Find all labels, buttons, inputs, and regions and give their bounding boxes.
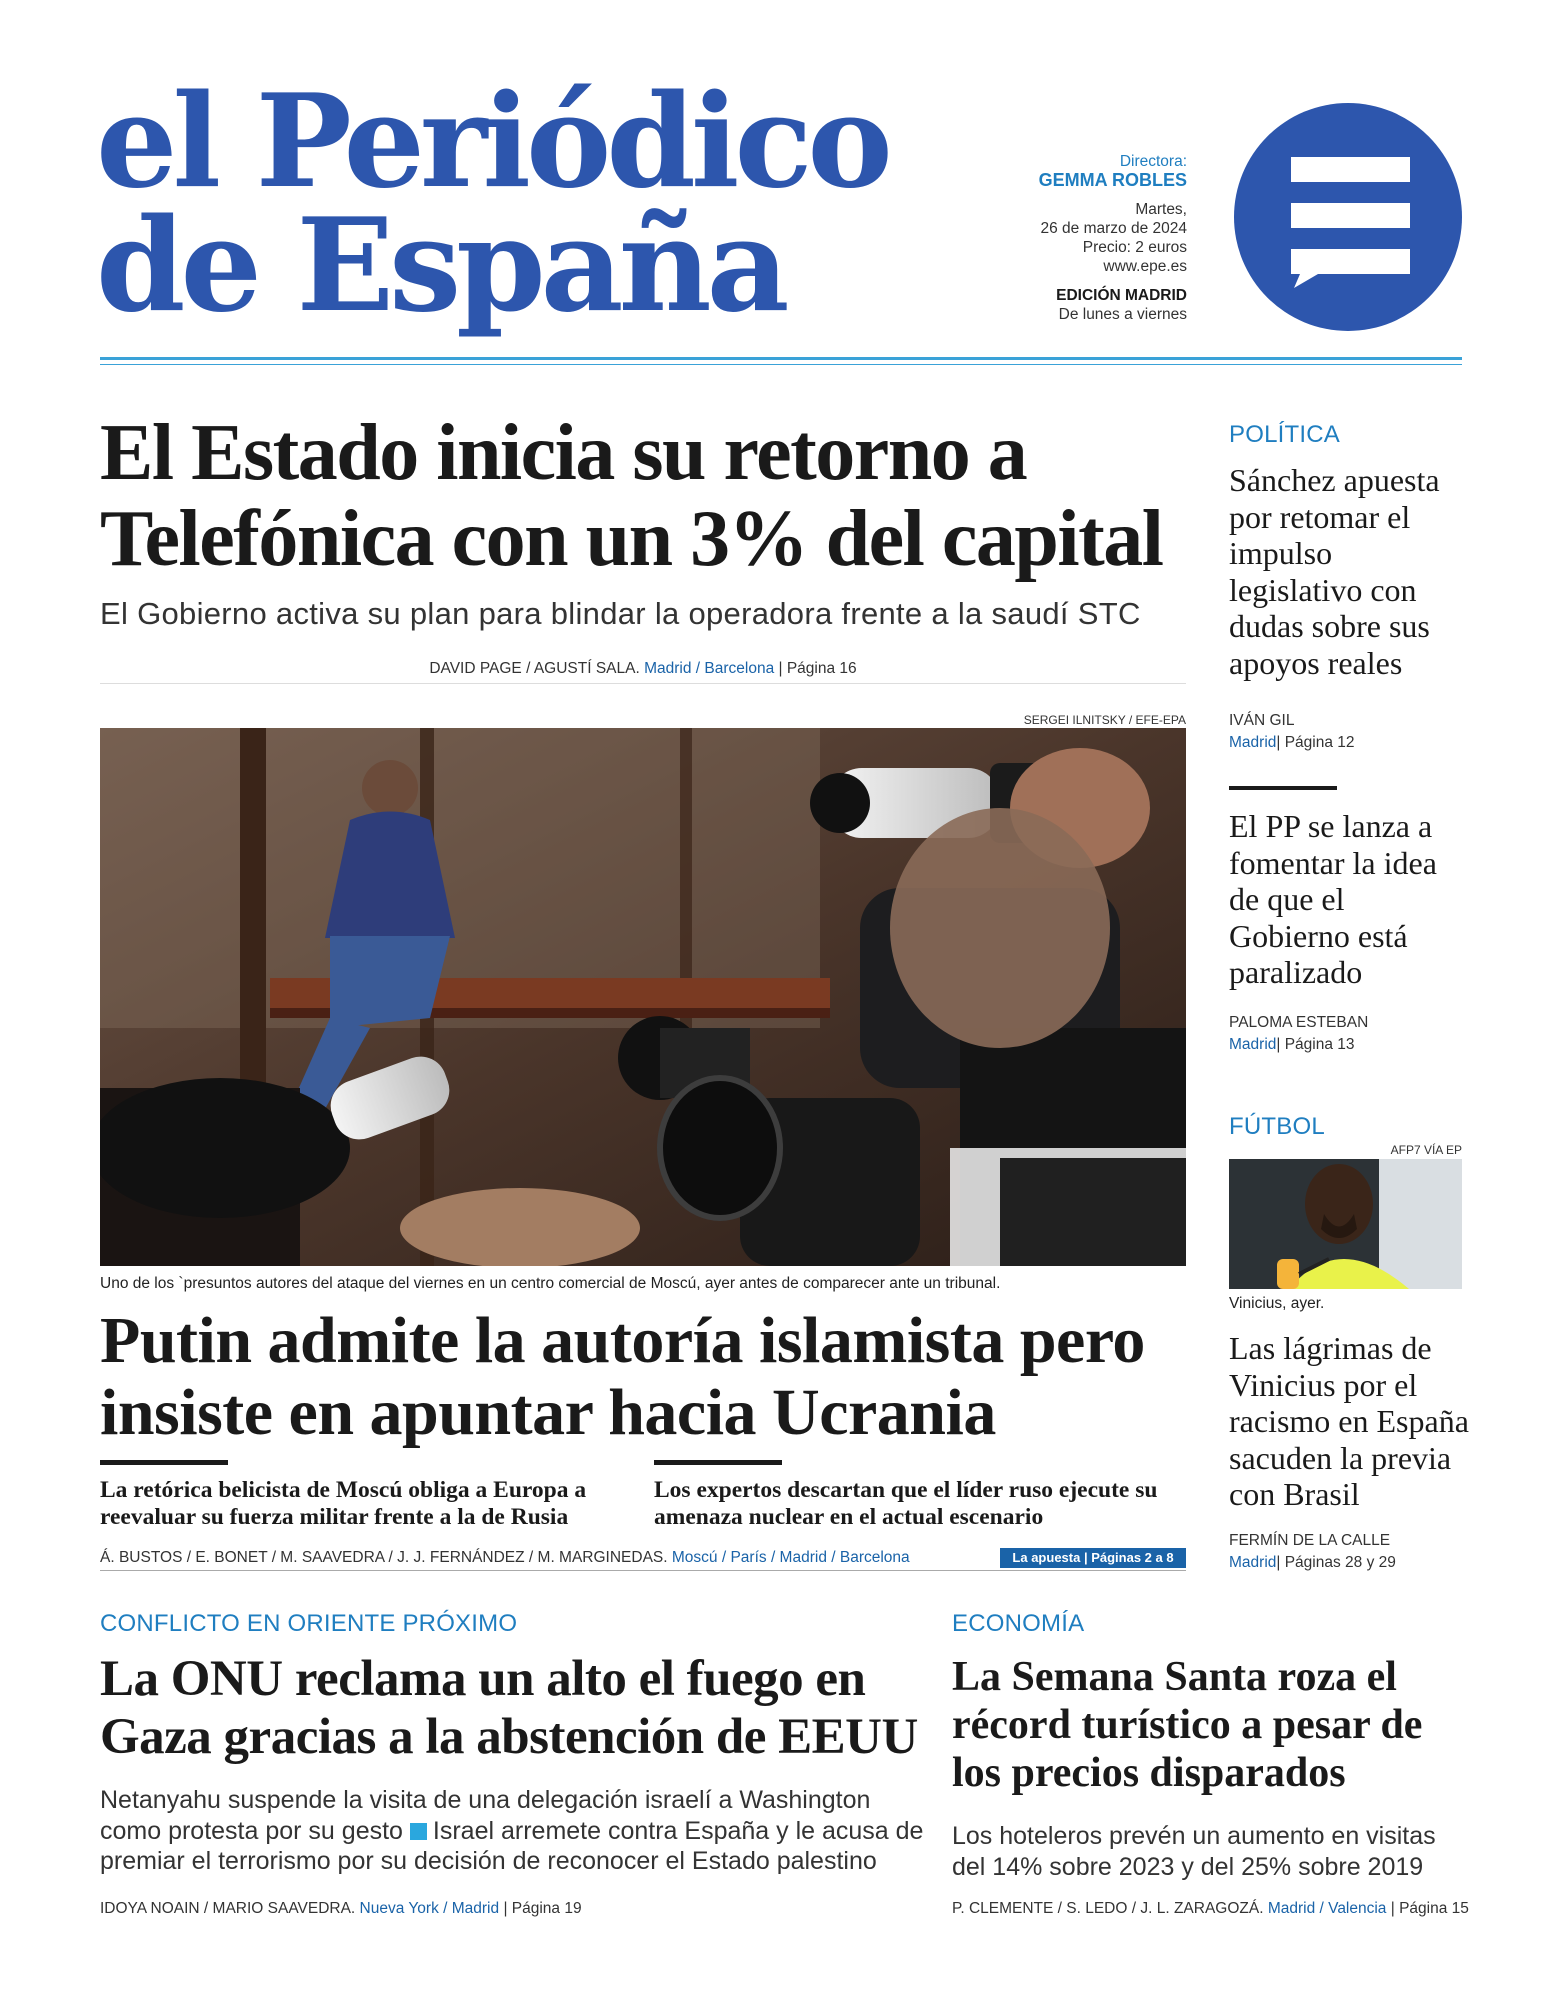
gaza-headline-line-1: La ONU reclama un alto el fuego en xyxy=(100,1651,866,1707)
vinicius-photo[interactable] xyxy=(1229,1159,1462,1289)
putin-headline-line-2: insiste en apuntar hacia Ucrania xyxy=(100,1376,996,1449)
director-label: Directora: xyxy=(1119,153,1187,170)
lead-headline[interactable] xyxy=(100,410,1200,582)
putin-subhead-2[interactable]: Los expertos descartan que el líder ruso ejecute su amenaza nuclear en el actual escenario xyxy=(654,1477,1158,1530)
football-headline[interactable]: Las lágrimas de Vinicius por el racismo en España sacuden la previa con Brasil xyxy=(1229,1330,1469,1512)
director-name: GEMMA ROBLES xyxy=(1038,170,1187,190)
byline-authors: DAVID PAGE / AGUSTÍ SALA. xyxy=(429,660,640,677)
byline-authors: P. CLEMENTE / S. LEDO / J. L. ZARAGOZÁ. xyxy=(952,1900,1264,1917)
lead-byline xyxy=(100,660,1186,678)
masthead-rule-thin xyxy=(100,364,1462,365)
accent-bar xyxy=(1229,786,1337,790)
byline-location: Madrid xyxy=(1229,1036,1277,1053)
putin-subhead-1[interactable]: La retórica belicista de Moscú obliga a Europa a reevaluar su fuerza militar frente a la de Rusia xyxy=(100,1477,587,1530)
byline-author: IVÁN GIL xyxy=(1229,712,1295,729)
byline-locations: Madrid / Barcelona xyxy=(644,660,775,677)
divider xyxy=(100,1570,1186,1571)
economy-byline xyxy=(952,1900,1469,1918)
byline-page: | Página 15 xyxy=(1390,1900,1469,1917)
section-kicker-football[interactable]: FÚTBOL xyxy=(1229,1113,1325,1140)
section-kicker-economy[interactable]: ECONOMÍA xyxy=(952,1610,1085,1637)
logo-line-2: de España xyxy=(96,191,785,341)
byline-locations: Madrid / Valencia xyxy=(1267,1900,1387,1917)
vinicius-photo-image xyxy=(1229,1159,1462,1289)
byline-location: Madrid xyxy=(1229,1554,1277,1571)
gaza-subheadline xyxy=(100,1785,930,1877)
courtroom-photo-image xyxy=(100,728,1186,1266)
newspaper-logo[interactable] xyxy=(96,67,936,341)
gaza-headline-line-2: Gaza gracias a la abstención de EEUU xyxy=(100,1709,918,1765)
gaza-sub-part-1: Netanyahu suspende la visita de una delegación israelí a Washington como protesta por su gesto xyxy=(100,1786,871,1845)
photo-credit: SERGEI ILNITSKY / EFE-EPA xyxy=(1023,713,1186,727)
photo-credit: AFP7 VÍA EP xyxy=(1390,1143,1462,1157)
gaza-headline[interactable] xyxy=(100,1650,950,1766)
lead-headline-line-2: Telefónica con un 3% del capital xyxy=(100,495,1163,583)
byline-author: PALOMA ESTEBAN xyxy=(1229,1014,1369,1031)
issue-date: 26 de marzo de 2024 xyxy=(1040,220,1187,237)
putin-headline[interactable] xyxy=(100,1305,1200,1449)
gaza-byline xyxy=(100,1900,582,1918)
divider xyxy=(100,683,1186,684)
section-kicker-politics[interactable]: POLÍTICA xyxy=(1229,421,1340,448)
edition-label: EDICIÓN MADRID xyxy=(1056,287,1187,304)
politics-story-2-headline[interactable]: El PP se lanza a fomentar la idea de que el Gobierno está paralizado xyxy=(1229,808,1437,990)
masthead-rule xyxy=(100,357,1462,360)
photo-caption: Uno de los `presuntos autores del ataque del viernes en un centro comercial de Moscú, ayer antes de comparecer ante un tribunal. xyxy=(100,1275,1001,1292)
economy-subheadline: Los hoteleros prevén un aumento en visitas del 14% sobre 2023 y del 25% sobre 2019 xyxy=(952,1822,1436,1881)
accent-bar xyxy=(100,1460,228,1465)
main-photo[interactable] xyxy=(100,728,1186,1266)
byline-page: | Página 19 xyxy=(503,1900,582,1917)
lead-headline-line-1: El Estado inicia su retorno a xyxy=(100,409,1027,497)
brand-emblem-icon xyxy=(1234,103,1462,331)
website-link[interactable]: www.epe.es xyxy=(1103,258,1187,275)
byline-authors: Á. BUSTOS / E. BONET / M. SAAVEDRA / J. J. FERNÁNDEZ / M. MARGINEDAS. xyxy=(100,1549,668,1566)
byline-location: Madrid xyxy=(1229,734,1277,751)
section-kicker-middle-east[interactable]: CONFLICTO EN ORIENTE PRÓXIMO xyxy=(100,1610,518,1637)
issue-price: Precio: 2 euros xyxy=(1082,239,1187,256)
politics-story-2-byline xyxy=(1229,1012,1368,1056)
football-byline xyxy=(1229,1530,1396,1574)
edition-days: De lunes a viernes xyxy=(1058,306,1187,323)
politics-story-1-headline[interactable]: Sánchez apuesta por retomar el impulso legislativo con dudas sobre sus apoyos reales xyxy=(1229,462,1440,681)
byline-page: | Páginas 28 y 29 xyxy=(1276,1554,1396,1571)
putin-headline-line-1: Putin admite la autoría islamista pero xyxy=(100,1304,1145,1377)
politics-story-1-byline xyxy=(1229,710,1355,754)
masthead-meta xyxy=(980,152,1187,324)
byline-locations: Moscú / París / Madrid / Barcelona xyxy=(671,1549,910,1566)
byline-page: | Página 12 xyxy=(1276,734,1355,751)
page-reference-badge[interactable]: La apuesta | Páginas 2 a 8 xyxy=(1000,1548,1186,1568)
byline-page: | Página 16 xyxy=(778,660,857,677)
issue-day: Martes, xyxy=(1135,201,1187,218)
gaza-sub-part-2: Israel arremete contra España y le acusa de premiar el terrorismo por su decisión de reconocer el Estado palestino xyxy=(100,1816,924,1875)
bullet-square-icon xyxy=(410,1823,427,1840)
lead-subheadline: El Gobierno activa su plan para blindar la operadora frente a la saudí STC xyxy=(100,596,1141,631)
accent-bar xyxy=(654,1460,782,1465)
byline-author: FERMÍN DE LA CALLE xyxy=(1229,1532,1391,1549)
byline-page: | Página 13 xyxy=(1276,1036,1355,1053)
byline-locations: Nueva York / Madrid xyxy=(359,1900,500,1917)
byline-authors: IDOYA NOAIN / MARIO SAAVEDRA. xyxy=(100,1900,356,1917)
photo-caption: Vinicius, ayer. xyxy=(1229,1295,1325,1312)
putin-byline xyxy=(100,1549,980,1567)
logo-line-1: el Periódico xyxy=(96,67,888,217)
economy-headline[interactable]: La Semana Santa roza el récord turístico a pesar de los precios disparados xyxy=(952,1654,1423,1796)
